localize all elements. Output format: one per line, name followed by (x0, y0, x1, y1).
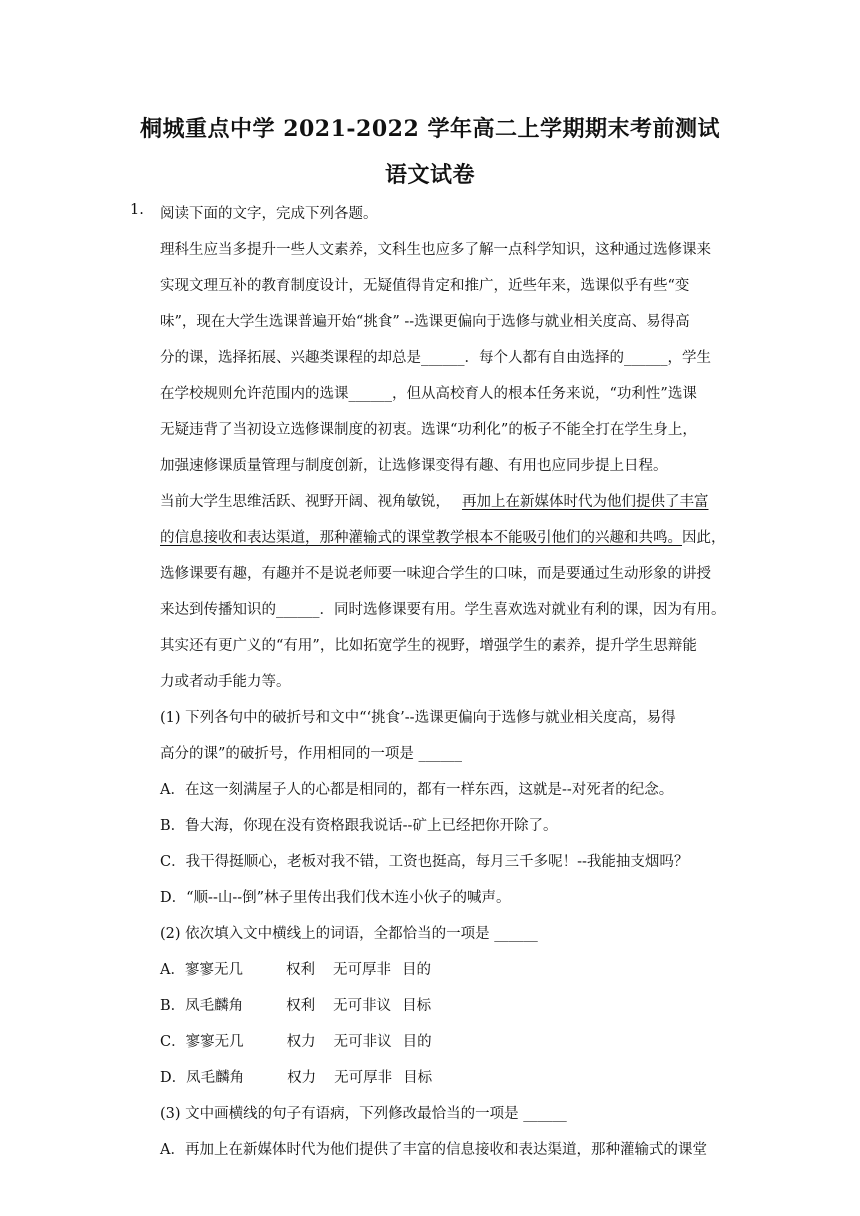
subquestion-1-option-b: B．鲁大海，你现在没有资格跟我说话--矿上已经把你开除了。 (160, 818, 558, 834)
option-word: 目标 (402, 998, 432, 1014)
passage-line: 味”，现在大学生选课普遍开始“挑食” --选课更偏向于选修与就业相关度高、易得高 (160, 314, 690, 330)
passage-line: 在学校规则允许范围内的选课______，但从高校育人的根本任务来说，“功利性”选课 (160, 386, 697, 402)
passage-line: 来达到传播知识的______．同时选修课要有用。学生喜欢选对就业有利的课，因为有用。 (160, 602, 726, 618)
option-word: 权利 (286, 998, 316, 1014)
passage-line (160, 526, 730, 547)
option-word: 凤毛麟角 (185, 998, 244, 1014)
subquestion-3-stem: (3) 文中画横线的句子有语病，下列修改最恰当的一项是 ______ (160, 1106, 567, 1122)
passage-line: 选修课要有趣，有趣并不是说老师要一味迎合学生的口味，而是要通过生动形象的讲授 (160, 566, 711, 582)
option-letter: A． (160, 962, 185, 978)
question-instruction: 阅读下面的文字，完成下列各题。 (160, 206, 378, 222)
subquestion-1-stem: 高分的课”的破折号，作用相同的一项是 ______ (160, 746, 463, 762)
option-word: 目的 (402, 1034, 432, 1050)
passage-line: 力或者动手能力等。 (160, 674, 291, 690)
question-number: 1. (130, 202, 144, 218)
option-word: 无可非议 (333, 998, 392, 1014)
option-word: 无可厚非 (332, 962, 391, 978)
option-letter: C． (160, 1034, 186, 1050)
subquestion-1-option-c: C．我干得挺顺心，老板对我不错，工资也挺高，每月三千多呢！--我能抽支烟吗？ (160, 854, 689, 870)
option-word: 目的 (401, 962, 431, 978)
exam-title: 桐城重点中学 2021-2022 学年高二上学期期末考前测试 (140, 116, 720, 142)
option-word: 无可非议 (333, 1034, 392, 1050)
passage-text: 当前大学生思维活跃、视野开阔、视角敏锐， (160, 494, 450, 510)
option-word: 寥寥无几 (184, 962, 243, 978)
underlined-sentence: 的信息接收和表达渠道，那种灌输式的课堂教学根本不能吸引他们的兴趣和共鸣。 (160, 530, 682, 546)
subquestion-2-option-b (160, 994, 730, 1015)
subquestion-2-option-c (160, 1030, 730, 1051)
option-word: 寥寥无几 (185, 1034, 244, 1050)
underlined-sentence: 再加上在新媒体时代为他们提供了丰富 (462, 494, 709, 510)
subquestion-2-option-d (160, 1066, 730, 1087)
passage-line: 分的课，选择拓展、兴趣类课程的却总是______．每个人都有自由选择的______，学生 (160, 350, 711, 366)
passage-line: 无疑违背了当初设立选修课制度的初衷。选课“功利化”的板子不能全打在学生身上， (160, 422, 697, 438)
option-word: 权力 (287, 1070, 317, 1086)
option-word: 权利 (285, 962, 315, 978)
subquestion-3-option-a: A．再加上在新媒体时代为他们提供了丰富的信息接收和表达渠道，那种灌输式的课堂 (160, 1142, 707, 1158)
passage-line: 实现文理互补的教育制度设计，无疑值得肯定和推广，近些年来，选课似乎有些“变 (160, 278, 690, 294)
subquestion-2-option-a (160, 958, 730, 979)
passage-line (160, 490, 730, 511)
passage-text: 因此， (682, 530, 726, 546)
subquestion-1-option-a: A．在这一刻满屋子人的心都是相同的，都有一样东西，这就是--对死者的纪念。 (160, 782, 674, 798)
option-word: 凤毛麟角 (186, 1070, 245, 1086)
option-word: 目标 (403, 1070, 433, 1086)
option-word: 无可厚非 (334, 1070, 393, 1086)
exam-subtitle: 语文试卷 (384, 162, 475, 188)
passage-line: 理科生应当多提升一些人文素养，文科生也应多了解一点科学知识，这种通过选修课来 (160, 242, 711, 258)
subquestion-1-stem: (1) 下列各句中的破折号和文中“‘挑食’--选课更偏向于选修与就业相关度高，易得 (160, 710, 676, 726)
subquestion-2-stem: (2) 依次填入文中横线上的词语，全都恰当的一项是 ______ (160, 926, 538, 942)
subquestion-1-option-d: D．“顺--山--倒”林子里传出我们伐木连小伙子的喊声。 (160, 890, 511, 906)
passage-line: 其实还有更广义的“有用”，比如拓宽学生的视野，增强学生的素养，提升学生思辩能 (160, 638, 697, 654)
passage-line: 加强速修课质量管理与制度创新，让选修课变得有趣、有用也应同步提上日程。 (160, 458, 668, 474)
option-letter: B． (160, 998, 186, 1014)
option-word: 权力 (286, 1034, 316, 1050)
option-letter: D． (160, 1070, 187, 1086)
